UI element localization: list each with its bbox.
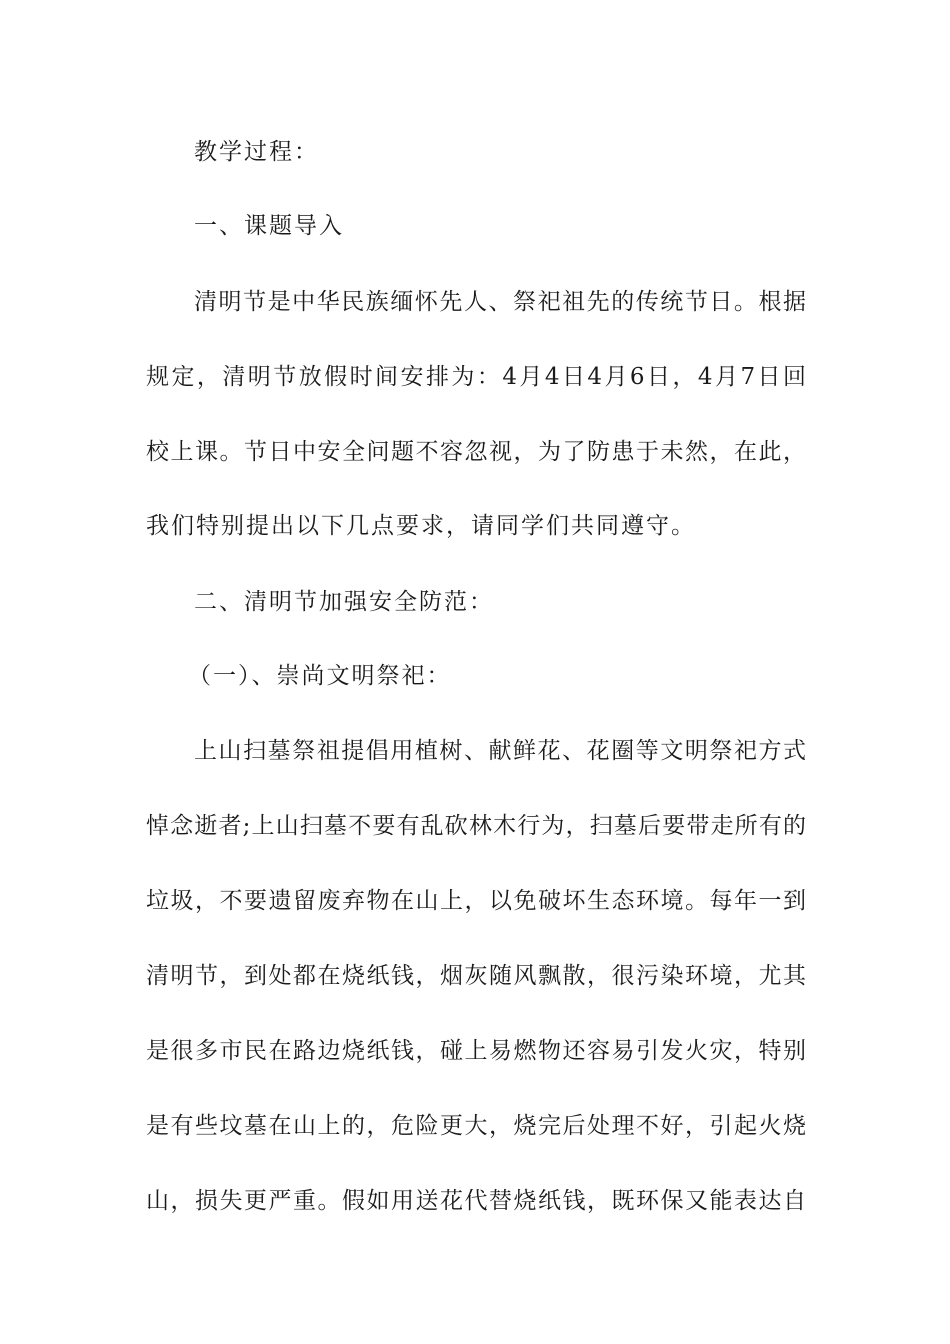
paragraph-line: 是有些坟墓在山上的，危险更大，烧完后处理不好，引起火烧 [146,1113,806,1139]
section-heading: 二、清明节加强安全防范： [194,589,494,615]
paragraph-line: 清明节是中华民族缅怀先人、祭祀祖先的传统节日。根据 [194,289,806,315]
paragraph-line: 上山扫墓祭祖提倡用植树、献鲜花、花圈等文明祭祀方式 [194,738,806,764]
paragraph-line: 清明节，到处都在烧纸钱，烟灰随风飘散，很污染环境，尤其 [146,963,806,989]
paragraph-line: 垃圾，不要遗留废弃物在山上，以免破坏生态环境。每年一到 [146,888,806,914]
paragraph-line: 悼念逝者;上山扫墓不要有乱砍林木行为，扫墓后要带走所有的 [146,813,806,839]
paragraph-line: 山，损失更严重。假如用送花代替烧纸钱，既环保又能表达自 [146,1188,806,1214]
paragraph-line: 校上课。节日中安全问题不容忽视，为了防患于未然，在此， [146,439,806,465]
section-heading: 一、课题导入 [194,213,344,239]
subsection-heading: （一）、崇尚文明祭祀： [188,663,452,689]
text-line: 教学过程： [194,139,319,165]
paragraph-line: 是很多市民在路边烧纸钱，碰上易燃物还容易引发火灾，特别 [146,1038,806,1064]
paragraph-line: 我们特别提出以下几点要求，请同学们共同遵守。 [146,513,696,539]
paragraph-line: 规定，清明节放假时间安排为：4月4日4月6日，4月7日回 [146,364,806,390]
